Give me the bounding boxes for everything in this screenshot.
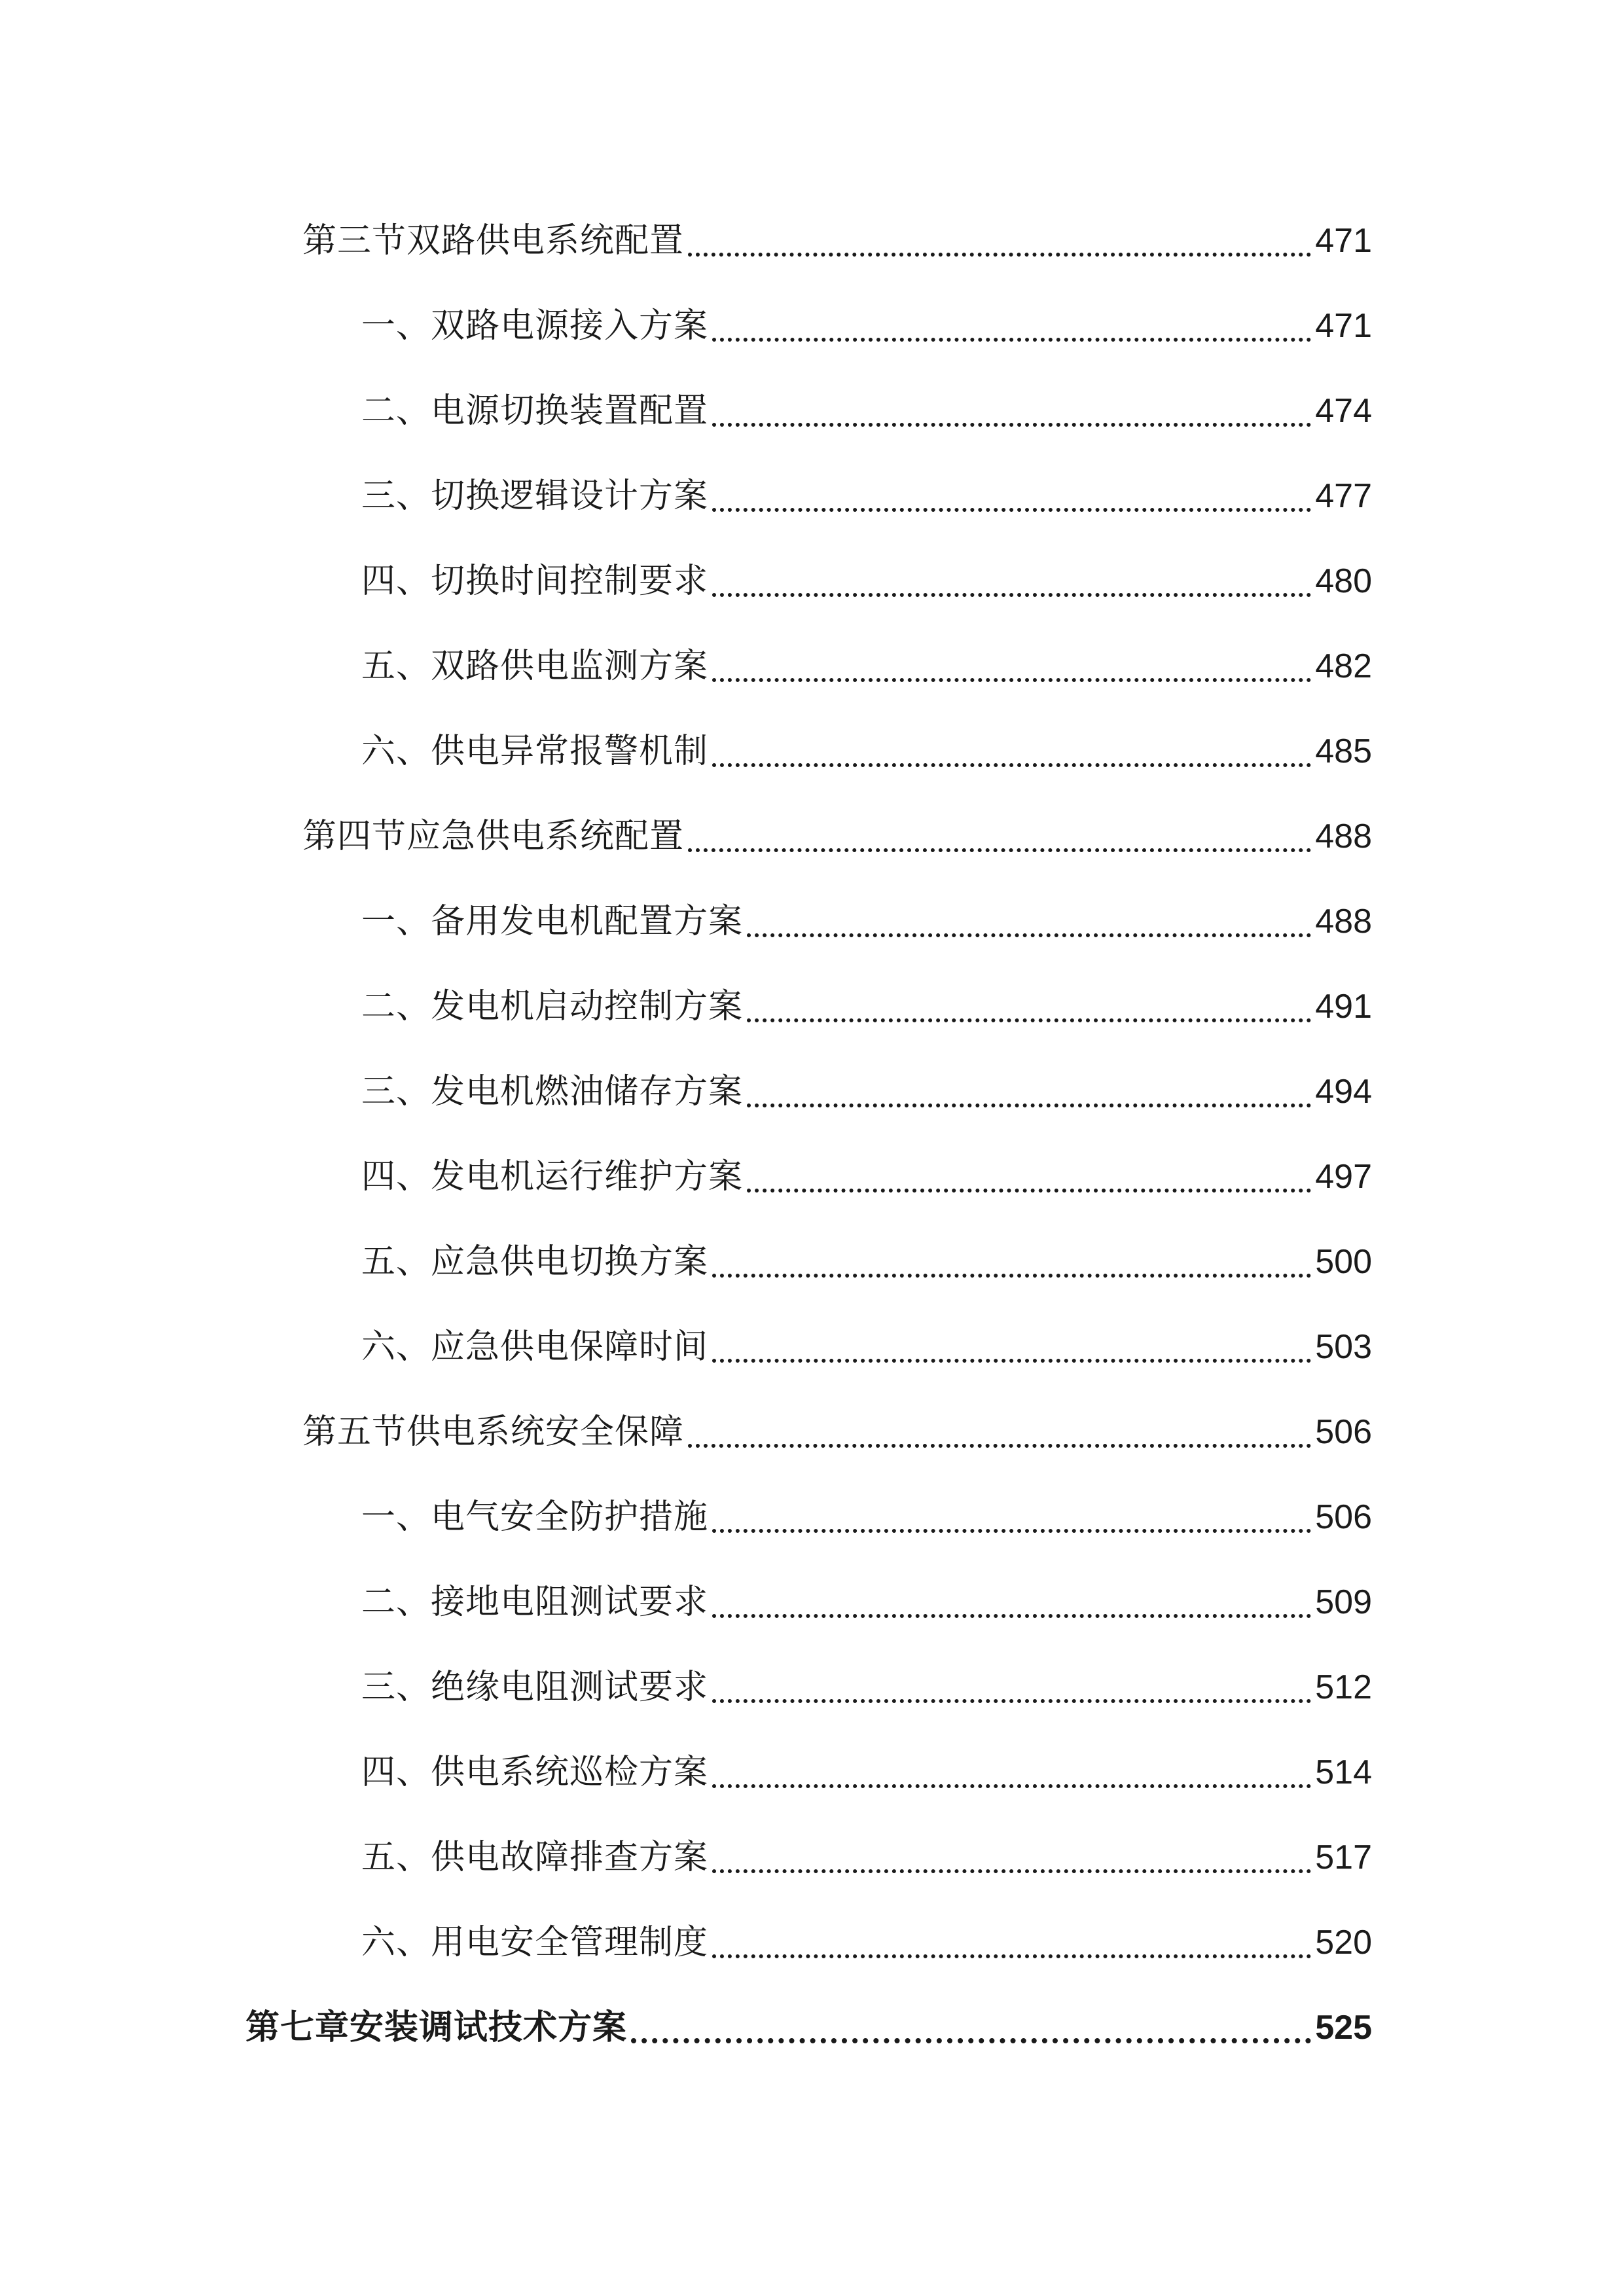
toc-entry[interactable]	[361, 640, 1372, 692]
toc-entry-page-number: 494	[1315, 1073, 1372, 1111]
toc-entry-page-number: 471	[1315, 307, 1372, 345]
toc-entry[interactable]	[302, 215, 1372, 267]
toc-entry[interactable]	[361, 385, 1372, 437]
toc-entry[interactable]	[361, 1066, 1372, 1118]
toc-entry-page-number: 500	[1315, 1243, 1372, 1281]
toc-entry-page-number: 517	[1315, 1839, 1372, 1876]
dot-leader	[712, 593, 1311, 597]
toc-entry-page-number: 506	[1315, 1413, 1372, 1451]
toc-entry-page-number: 512	[1315, 1668, 1372, 1706]
toc-entry-title: 二、电源切换装置配置	[361, 391, 709, 431]
toc-entry[interactable]	[361, 1576, 1372, 1628]
toc-entry-title: 第三节双路供电系统配置	[302, 221, 685, 260]
toc-entry-title: 六、应急供电保障时间	[361, 1327, 709, 1367]
toc-entry[interactable]	[361, 555, 1372, 607]
dot-leader	[712, 1699, 1311, 1703]
toc-entry[interactable]	[361, 1321, 1372, 1373]
toc-entry-page-number: 482	[1315, 647, 1372, 685]
toc-entry[interactable]	[361, 895, 1372, 948]
toc-entry-page-number: 474	[1315, 392, 1372, 430]
toc-entry-page-number: 477	[1315, 477, 1372, 515]
toc-entry-title: 三、绝缘电阻测试要求	[361, 1668, 709, 1707]
toc-entry-title: 一、电气安全防护措施	[361, 1498, 709, 1537]
toc-entry[interactable]	[361, 1831, 1372, 1884]
toc-entry[interactable]	[361, 1151, 1372, 1203]
toc-entry-page-number: 480	[1315, 562, 1372, 600]
toc-entry[interactable]	[361, 300, 1372, 352]
dot-leader	[747, 1018, 1311, 1022]
toc-entry-page-number: 506	[1315, 1498, 1372, 1536]
toc-entry[interactable]	[361, 1746, 1372, 1799]
toc-entry-title: 五、双路供电监测方案	[361, 647, 709, 686]
toc-entry-page-number: 525	[1315, 2009, 1372, 2047]
toc-entry[interactable]	[302, 810, 1372, 863]
dot-leader	[747, 1103, 1311, 1107]
toc-entry[interactable]	[361, 1236, 1372, 1288]
toc-entry[interactable]	[361, 1916, 1372, 1969]
dot-leader	[712, 678, 1311, 682]
toc-entry-title: 六、用电安全管理制度	[361, 1923, 709, 1962]
toc-entry-title: 第四节应急供电系统配置	[302, 817, 685, 856]
toc-entry-page-number: 520	[1315, 1924, 1372, 1962]
toc-entry-title: 第五节供电系统安全保障	[302, 1412, 685, 1452]
toc-entry-page-number: 491	[1315, 988, 1372, 1026]
dot-leader	[712, 1954, 1311, 1958]
dot-leader	[712, 1359, 1311, 1363]
dot-leader	[712, 763, 1311, 767]
dot-leader	[747, 1189, 1311, 1193]
toc-entry-page-number: 488	[1315, 903, 1372, 941]
toc-entry-title: 二、发电机启动控制方案	[361, 987, 744, 1026]
dot-leader	[712, 1614, 1311, 1618]
toc-entry-title: 五、应急供电切换方案	[361, 1242, 709, 1282]
toc-entry[interactable]	[245, 2001, 1372, 2054]
dot-leader	[712, 1869, 1311, 1873]
dot-leader	[712, 1529, 1311, 1533]
toc-entry[interactable]	[302, 1406, 1372, 1458]
dot-leader	[712, 508, 1311, 512]
toc-entry-title: 五、供电故障排查方案	[361, 1838, 709, 1877]
dot-leader	[747, 933, 1311, 937]
toc-entry[interactable]	[361, 470, 1372, 522]
toc-entry-title: 第七章安装调试技术方案	[245, 2008, 628, 2047]
toc-entry-title: 六、供电异常报警机制	[361, 732, 709, 771]
dot-leader	[712, 338, 1311, 342]
toc-entry[interactable]	[361, 725, 1372, 778]
dot-leader	[712, 423, 1311, 427]
toc-entry[interactable]	[361, 980, 1372, 1033]
toc-entry-title: 四、发电机运行维护方案	[361, 1157, 744, 1196]
dot-leader	[712, 1274, 1311, 1278]
dot-leader	[712, 1784, 1311, 1788]
toc-entry-title: 一、备用发电机配置方案	[361, 902, 744, 941]
toc-entry-page-number: 485	[1315, 732, 1372, 770]
toc-entry[interactable]	[361, 1491, 1372, 1543]
dot-leader	[631, 2038, 1311, 2043]
toc-entry-page-number: 497	[1315, 1158, 1372, 1196]
toc-entry-title: 三、发电机燃油储存方案	[361, 1072, 744, 1111]
toc-entry-page-number: 503	[1315, 1328, 1372, 1366]
dot-leader	[688, 848, 1311, 852]
toc-entry-title: 二、接地电阻测试要求	[361, 1583, 709, 1622]
toc-entry-page-number: 488	[1315, 817, 1372, 855]
toc-entry-page-number: 471	[1315, 222, 1372, 260]
toc-entry-title: 四、供电系统巡检方案	[361, 1753, 709, 1792]
toc-entry-page-number: 509	[1315, 1583, 1372, 1621]
toc-entry-title: 一、双路电源接入方案	[361, 306, 709, 346]
toc-entry-page-number: 514	[1315, 1753, 1372, 1791]
dot-leader	[688, 253, 1311, 257]
toc-entry-title: 四、切换时间控制要求	[361, 562, 709, 601]
dot-leader	[688, 1444, 1311, 1448]
toc-entry[interactable]	[361, 1661, 1372, 1713]
toc-entry-title: 三、切换逻辑设计方案	[361, 476, 709, 516]
